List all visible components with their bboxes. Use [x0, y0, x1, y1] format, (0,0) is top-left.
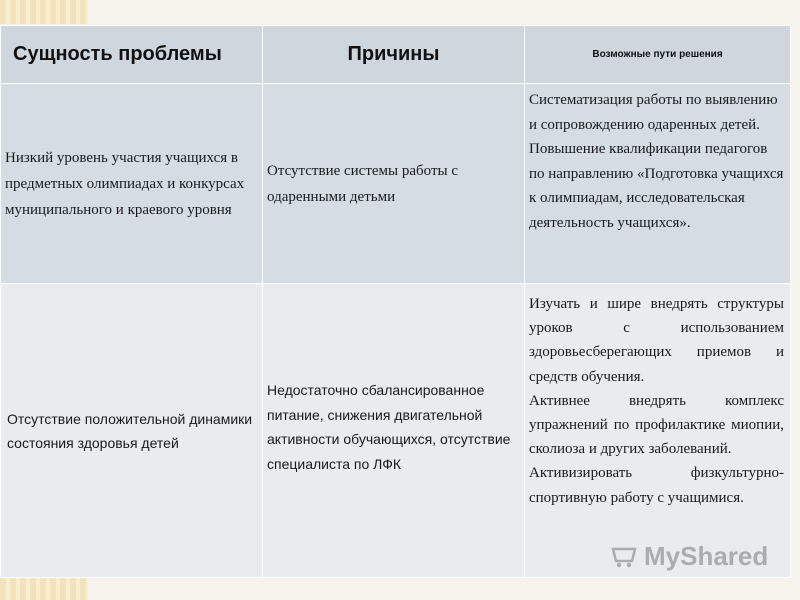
row1-solution: Систематизация работы по выявлению и сопровождению одаренных детей. Повышение квалификации педагогов по направлению «Подготовка учащихся к олимпиадам, исследовательская деятельность учащихся».	[525, 84, 791, 284]
row1-cause: Отсутствие системы работы с одаренными детьми	[263, 84, 525, 284]
header-problem: Сущность проблемы	[1, 26, 263, 84]
corner-decoration-top	[0, 0, 88, 24]
row2-problem: Отсутствие положительной динамики состояния здоровья детей	[1, 284, 263, 578]
table-row	[1, 84, 791, 284]
watermark-text: MyShared	[644, 540, 769, 571]
header-causes: Причины	[263, 26, 525, 84]
table-header-row	[1, 26, 791, 84]
row2-cause-cell	[263, 284, 525, 578]
row1-problem: Низкий уровень участия учащихся в предметных олимпиадах и конкурсах муниципального и краевого уровня	[1, 84, 263, 284]
header-solutions: Возможные пути решения	[525, 26, 791, 84]
row2-cause: Недостаточно сбалансированное питание, снижения двигательной активности обучающихся, отсутствие специалиста по ЛФК	[267, 382, 511, 472]
row2-solution-part: Активнее внедрять комплекс упражнений по профилактике миопии, сколиоза и других заболеваний.	[529, 392, 784, 458]
row2-solution-part: Изучать и шире внедрять структуры уроков с использованием здоровьесберегающих приемов и средств обучения.	[529, 296, 784, 385]
table-row	[1, 284, 791, 578]
problems-table	[0, 25, 791, 578]
row2-solution-part: Активизировать физкультурно-спортивную работу с учащимися.	[529, 465, 784, 506]
row2-solution	[525, 284, 791, 578]
